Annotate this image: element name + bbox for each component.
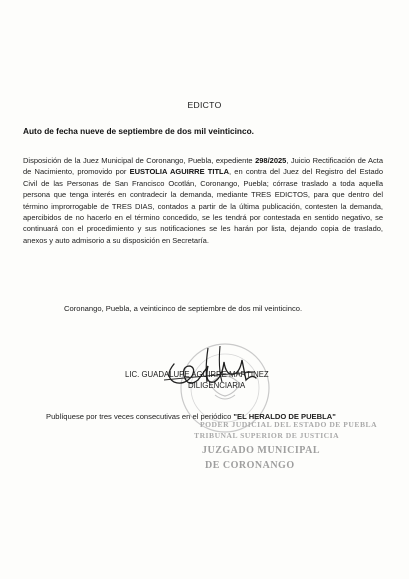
- body-text-2: , Juicio Rectificación de Acta de Nacimiento, promovido por: [23, 156, 383, 177]
- body-text-1: Disposición de la Juez Municipal de Coronango, Puebla, expediente: [23, 156, 256, 165]
- stamp-line-2: TRIBUNAL SUPERIOR DE JUSTICIA: [194, 431, 340, 440]
- newspaper-name: "EL HERALDO DE PUEBLA": [233, 412, 336, 421]
- auto-date-line: Auto de fecha nueve de septiembre de dos mil veinticinco.: [23, 126, 254, 136]
- promovente-name: EUSTOLIA AGUIRRE TITLA: [129, 167, 230, 177]
- expediente-number: 298/2025: [255, 156, 287, 165]
- stamp-line-1: PODER JUDICIAL DEL ESTADO DE PUEBLA: [200, 420, 378, 429]
- signer-name: LIC. GUADALUPE AGUIRRE MARTINEZ: [125, 370, 269, 379]
- stamp-line-4: DE CORONANGO: [205, 460, 295, 471]
- signer-role: DILIGENCIARIA: [188, 381, 246, 390]
- body-text-3: , en contra del Juez del Registro del Estado Civil de las Personas de San Francisco Ocotlán, Coronango, Puebla; córrase traslado a toda aquella persona que tenga interés en contradecir la demanda, mediante TRES EDICTOS, para que dentro del término improrrogable de TRES DIAS, contados a partir de la última publicación, contesten la demanda, apercibidos de no hacerlo en el término concedido, se les tendrá por contestada en sentido negativo, se continuará con el procedimiento y sus notificaciones se les harán por lista, dejando copia de traslado, anexos y auto admisorio a su disposición en Secretaría.: [23, 167, 383, 245]
- place-date: Coronango, Puebla, a veinticinco de septiembre de dos mil veinticinco.: [64, 304, 303, 313]
- stamp-line-3: JUZGADO MUNICIPAL: [202, 445, 321, 456]
- publication-prefix: Publíquese por tres veces consecutivas en el periódico: [46, 412, 234, 421]
- document-title: EDICTO: [187, 100, 222, 110]
- edict-body: [23, 155, 383, 246]
